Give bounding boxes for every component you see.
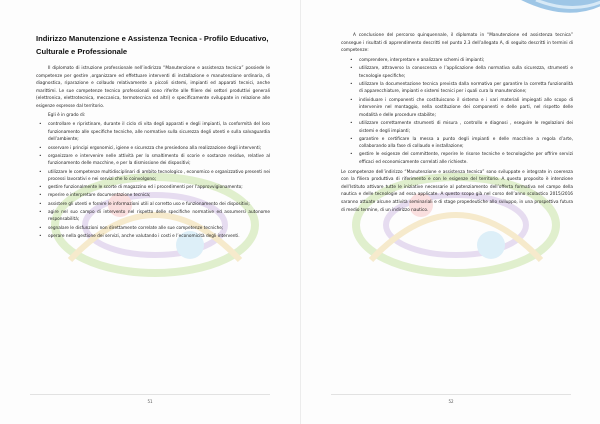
list-item: • reperire e interpretare documentazione tecnica; bbox=[39, 193, 151, 199]
right-content bbox=[341, 32, 573, 215]
list-item: • utilizzare le competenze multidisciplinari di ambito tecnologico , economico e organizzativo presenti nei processi lavorativi e nei servizi che lo coinvolgono; bbox=[39, 169, 270, 183]
list-item: • operare nella gestione dei servizi, anche valutando i costi e l’economicità degli interventi. bbox=[39, 233, 240, 239]
footer-divider bbox=[30, 394, 270, 395]
list-item: • gestire le esigenze del committente, reperire le risorse tecniche e tecnologiche per offrire servizi efficaci ed economicamente correlati alle richieste. bbox=[350, 152, 573, 166]
list-item: • gestire funzionalmente le scorte di magazzino ed i procedimenti per l’approvvigionamento; bbox=[39, 185, 243, 191]
list-item: • segnalare le disfunzioni non direttamente correlate alle sue competenze tecniche; bbox=[39, 225, 224, 231]
list-item: • controllare e ripristinare, durante il ciclo di vita degli apparati e degli impianti, la conformità del loro funzionamento alle specifiche tecniche, alle normative sulla sicurezza degli utenti e sulla salvaguardia dell’ambiente; bbox=[39, 122, 270, 143]
bullet-dot-icon: • bbox=[39, 209, 42, 215]
list-item: • assistere gli utenti e fornire le informazioni utili al corretto uso e funzionamento dei dispositivi; bbox=[39, 201, 250, 207]
left-content bbox=[36, 32, 270, 241]
list-item: • garantire e certificare la messa a punto degli impianti e delle macchine a regola d’arte, collaborando alla fase di collaudo e installazione; bbox=[350, 136, 573, 150]
bullet-dot-icon: • bbox=[350, 120, 353, 126]
list-item: • agire nel suo campo di intervento nel rispetto delle specifiche normative ed assumersi autonome responsabilità; bbox=[39, 209, 270, 223]
bullet-dot-icon: • bbox=[39, 145, 42, 151]
bullet-dot-icon: • bbox=[39, 122, 42, 128]
bullet-dot-icon: • bbox=[350, 81, 353, 87]
bullet-dot-icon: • bbox=[350, 136, 353, 142]
bullet-dot-icon: • bbox=[39, 185, 42, 191]
page-title: Indirizzo Manutenzione e Assistenza Tecnica - Profilo Educativo, Culturale e Professionale bbox=[36, 34, 269, 56]
bullet-dot-icon: • bbox=[39, 233, 42, 239]
competence-list bbox=[341, 57, 573, 167]
footer-divider bbox=[331, 394, 571, 395]
list-item: • osservare i principi ergonomici, igiene e sicurezza che presiedono alla realizzazione degli interventi; bbox=[39, 145, 262, 151]
list-item: • individuare i componenti che costituiscono il sistema e i vari materiali impiegati allo scopo di intervenire nel montaggio, nella sostituzione dei componenti e delle parti, nel rispetto delle modalità e delle procedure stabilite; bbox=[350, 97, 573, 118]
intro-paragraph: A conclusione del percorso quinquennale, il diplomato in “Manutenzione ed assistenza tecnica” consegue i risultati di apprendimento descritti nel punto 2.3 dell’allegato A, di seguito descritti in termini di competenze: bbox=[341, 33, 573, 54]
right-page bbox=[300, 0, 600, 424]
intro-paragraph: Il diplomato di istruzione professionale nell’indirizzo “Manutenzione e assistenza tecnica” possiede le competenze per gestire ,organizzare ed effettuare interventi di installazione e manutenzione ordinaria, di diagnostica, riparazione e collaudo relativamente a piccoli sistemi, impianti ed apparati tecnici, anche marittimi. Le sue competenze tecnico professionali sono riferite alle filiere dei settori produttivi generali (elettronica, elettrotecnica, meccanica, termotecnica ed altri) e specificamente sviluppate in relazione alle esigenze espresse dal territorio. bbox=[36, 66, 270, 109]
bullet-dot-icon: • bbox=[350, 97, 353, 103]
bullet-dot-icon: • bbox=[39, 201, 42, 207]
bullet-dot-icon: • bbox=[39, 225, 42, 231]
list-item: • utilizzare, attraverso la conoscenza e l’applicazione della normativa sulla sicurezza, strumenti e tecnologie specifiche; bbox=[350, 65, 573, 79]
bullet-dot-icon: • bbox=[39, 169, 42, 175]
bullet-dot-icon: • bbox=[350, 57, 353, 63]
bullet-dot-icon: • bbox=[350, 152, 353, 158]
list-item: • utilizzare la documentazione tecnica prevista dalla normativa per garantire la corretta funzionalità di apparecchiature, impianti e sistemi tecnici per i quali cura la manutenzione; bbox=[350, 81, 573, 95]
competence-list bbox=[36, 121, 270, 240]
bullet-dot-icon: • bbox=[39, 193, 42, 199]
bullet-dot-icon: • bbox=[350, 65, 353, 71]
list-item: • utilizzare correttamente strumenti di misura , controllo e diagnosi , eseguire le regolazioni dei sistemi e degli impianti; bbox=[350, 120, 573, 134]
lead-text: Egli è in grado di: bbox=[48, 112, 86, 118]
page-number: 51 bbox=[147, 399, 153, 404]
closing-paragraph: Le competenze dell’indirizzo “Manutenzione e assistenza tecnica” sono sviluppate e integrate in coerenza con la filiera produttiva di riferimento e con le esigenze del territorio. A questo proposito è intenzione dell’Istituto attivare tutte le iniziative necessarie al potenziamento dell’offerta formativa nel campo della nautica e delle tecnologie ad essa applicate. A questo scopo già nel corso dell’anno scolastico 2015/2016 saranno attuate alcune attività seminariali e di stage propedeutiche allo sviluppo, in una prospettiva futura di medio termine, di un indirizzo nautico. bbox=[341, 169, 573, 213]
list-item: • comprendere, interpretare e analizzare schemi di impianti; bbox=[350, 57, 485, 63]
list-item: • organizzare e intervenire nelle attività per lo smaltimento di scorie e sostanze residue, relative al funzionamento delle macchine, e per la dismissione dei dispositivi; bbox=[39, 153, 270, 167]
bullet-dot-icon: • bbox=[39, 153, 42, 159]
page-number: 52 bbox=[448, 399, 454, 404]
